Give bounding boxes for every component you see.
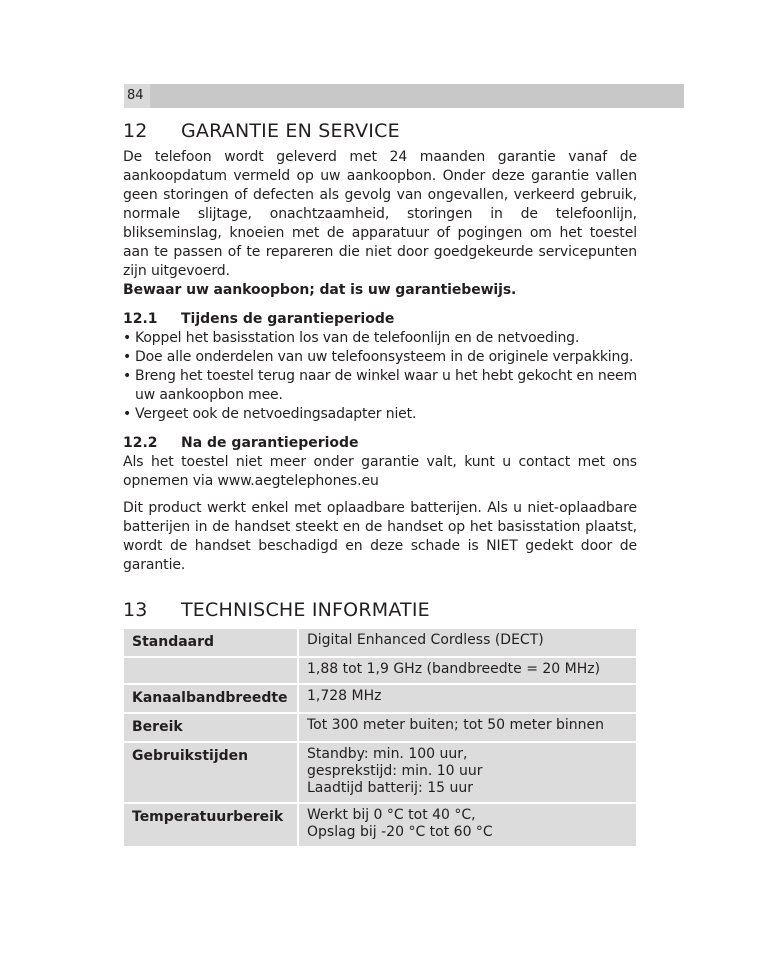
page-header-bar: [124, 84, 684, 108]
spec-label: Kanaalbandbreedte: [124, 685, 299, 712]
bullet-icon: •: [123, 349, 132, 365]
bullet-list: [123, 329, 637, 424]
table-row: [124, 629, 636, 656]
spec-label: [124, 658, 299, 683]
list-item: [123, 405, 637, 424]
bullet-icon: •: [123, 330, 132, 346]
section-title: GARANTIE EN SERVICE: [181, 120, 400, 142]
subsection-number: 12.1: [123, 311, 158, 327]
spec-value: Tot 300 meter buiten; tot 50 meter binnen: [299, 714, 636, 741]
section-number: 13: [123, 599, 148, 621]
specifications-table: [124, 627, 636, 848]
list-item: [123, 348, 637, 367]
table-row: [124, 658, 636, 683]
subsection-title: Tijdens de garantieperiode: [181, 311, 395, 327]
list-item-text: Doe alle onderdelen van uw telefoonsysteem in de originele verpakking.: [135, 349, 634, 365]
page-number: 84: [124, 84, 150, 108]
page-content: [123, 120, 637, 848]
table-row: [124, 804, 636, 846]
spec-label: Standaard: [124, 629, 299, 656]
spec-label: Temperatuurbereik: [124, 804, 299, 846]
garantie-intro-paragraph: De telefoon wordt geleverd met 24 maanden garantie vanaf de aankoopdatum vermeld op uw aankoopbon. Onder deze garantie vallen geen storingen of defecten als gevolg van ongevallen, verkeerd gebruik, normale slijtage, onachtzaamheid, storingen in de telefoonlijn, blikseminslag, knoeien met de apparatuur of pogingen om het toestel aan te passen of te repareren die niet door goedgekeurde servicepunten zijn uitgevoerd.: [123, 149, 637, 279]
na-garantie-paragraph-1: Als het toestel niet meer onder garantie valt, kunt u contact met ons opnemen via www.aegtelephones.eu: [123, 454, 637, 489]
spec-value: Standby: min. 100 uur, gesprekstijd: min. 10 uur Laadtijd batterij: 15 uur: [299, 743, 636, 802]
spec-value: 1,88 tot 1,9 GHz (bandbreedte = 20 MHz): [299, 658, 636, 683]
spec-label: Gebruikstijden: [124, 743, 299, 802]
list-item-text: Koppel het basisstation los van de telefoonlijn en de netvoeding.: [135, 330, 580, 346]
spec-label: Bereik: [124, 714, 299, 741]
subsection-heading-tijdens: [123, 309, 637, 329]
section-title: TECHNISCHE INFORMATIE: [181, 599, 430, 621]
na-garantie-paragraph-2: Dit product werkt enkel met oplaadbare batterijen. Als u niet-oplaadbare batterijen in de handset steekt en de handset op het basisstation plaatst, wordt de handset beschadigd en deze schade is NIET gedekt door de garantie.: [123, 500, 637, 573]
spec-value: Digital Enhanced Cordless (DECT): [299, 629, 636, 656]
list-item: [123, 329, 637, 348]
bullet-icon: •: [123, 368, 132, 384]
subsection-number: 12.2: [123, 435, 158, 451]
list-item-text: Vergeet ook de netvoedingsadapter niet.: [135, 406, 417, 422]
garantie-bold-note: Bewaar uw aankoopbon; dat is uw garantiebewijs.: [123, 282, 517, 298]
section-heading-technische-informatie: [123, 599, 637, 621]
spec-value: 1,728 MHz: [299, 685, 636, 712]
subsection-title: Na de garantieperiode: [181, 435, 359, 451]
list-item: [123, 367, 637, 405]
subsection-heading-na: [123, 433, 637, 453]
section-number: 12: [123, 120, 148, 142]
table-row: [124, 743, 636, 802]
table-row: [124, 714, 636, 741]
bullet-icon: •: [123, 406, 132, 422]
table-row: [124, 685, 636, 712]
list-item-text: Breng het toestel terug naar de winkel waar u het hebt gekocht en neem uw aankoopbon mee.: [135, 368, 637, 403]
section-heading-garantie: [123, 120, 637, 142]
spec-value: Werkt bij 0 °C tot 40 °C, Opslag bij -20 °C tot 60 °C: [299, 804, 636, 846]
